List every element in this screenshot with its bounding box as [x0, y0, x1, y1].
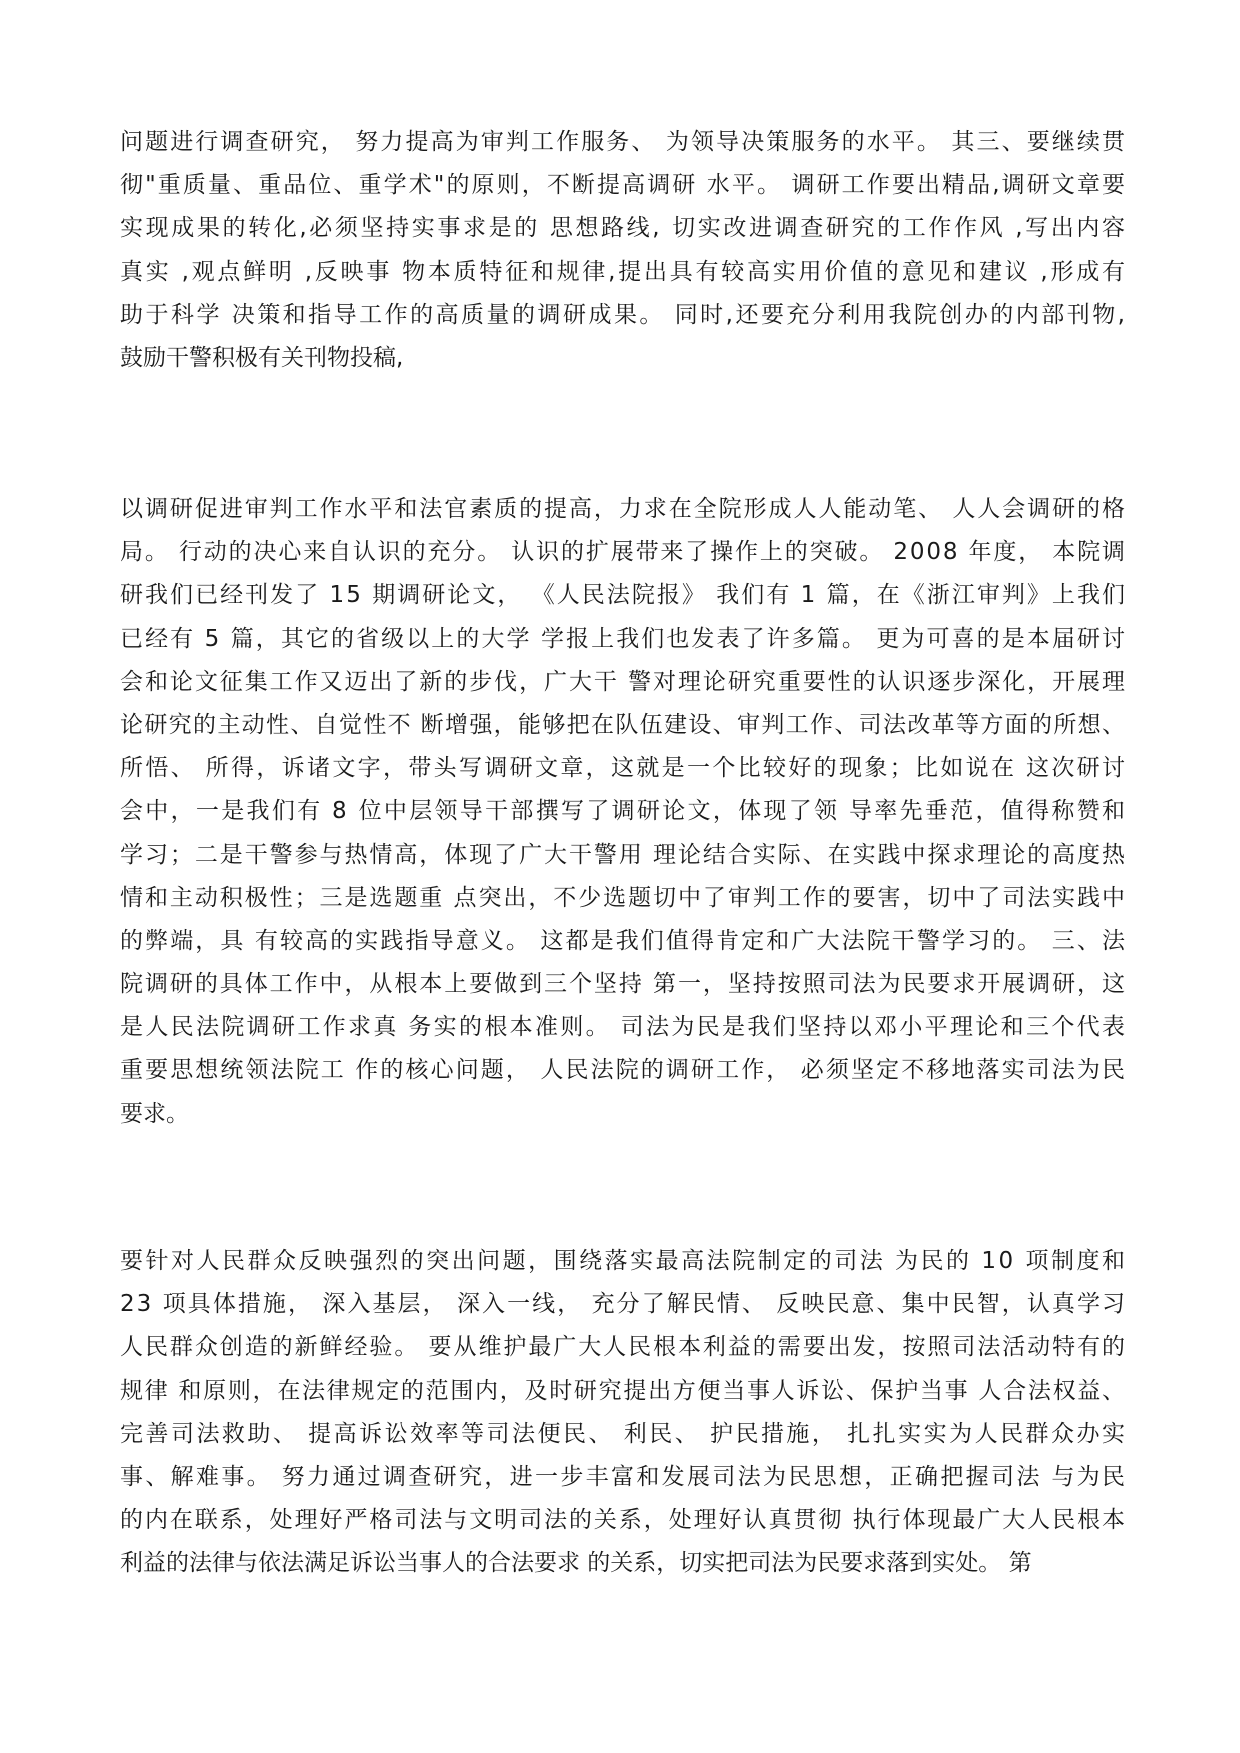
text-line: 局。 行动的决心来自认识的充分。 认识的扩展带来了操作上的突破。 2008 年度， 本院调	[120, 539, 1127, 566]
text-line: 是人民法院调研工作求真 务实的根本准则。 司法为民是我们坚持以邓小平理论和三个代表	[120, 1014, 1128, 1041]
text-line: 利益的法律与依法满足诉讼当事人的合法要求 的关系，切实把司法为民要求落到实处。 第	[120, 1550, 1032, 1577]
paragraph	[120, 488, 1128, 1136]
text-line: 实现成果的转化,必须坚持实事求是的 思想路线, 切实改进调查研究的工作作风 ,写出内容	[120, 215, 1128, 242]
text-line: 以调研促进审判工作水平和法官素质的提高，力求在全院形成人人能动笔、 人人会调研的格	[120, 496, 1127, 522]
text-line: 的弊端，具 有较高的实践指导意义。 这都是我们值得肯定和广大法院干警学习的。 三、法	[120, 927, 1128, 954]
paragraph	[120, 1240, 1128, 1586]
text-line: 真实 ,观点鲜明 ,反映事 物本质特征和规律,提出具有较高实用价值的意见和建议 ,形成有	[120, 258, 1128, 285]
text-line: 的内在联系，处理好严格司法与文明司法的关系，处理好认真贯彻 执行体现最广大人民根本	[120, 1507, 1127, 1534]
text-line: 会中，一是我们有 8 位中层领导干部撰写了调研论文，体现了领 导率先垂范，值得称赞和	[120, 798, 1128, 825]
text-line: 要求。	[120, 1100, 189, 1127]
text-line: 学习；二是干警参与热情高，体现了广大干警用 理论结合实际、在实践中探求理论的高度热	[120, 841, 1127, 868]
text-line: 已经有 5 篇，其它的省级以上的大学 学报上我们也发表了许多篇。 更为可喜的是本届研讨	[120, 625, 1128, 652]
text-line: 研我们已经刊发了 15 期调研论文， 《人民法院报》 我们有 1 篇，在《浙江审判》上我们	[120, 582, 1128, 609]
text-line: 所悟、 所得，诉诸文字，带头写调研文章，这就是一个比较好的现象；比如说在 这次研讨	[120, 755, 1128, 782]
text-line: 院调研的具体工作中，从根本上要做到三个坚持 第一，坚持按照司法为民要求开展调研，这	[120, 971, 1127, 998]
text-line: 论研究的主动性、自觉性不 断增强，能够把在队伍建设、审判工作、司法改革等方面的所想、	[120, 711, 1127, 738]
text-line: 问题进行调查研究， 努力提高为审判工作服务、 为领导决策服务的水平。 其三、要继续贯	[120, 129, 1128, 155]
text-line: 重要思想统领法院工 作的核心问题， 人民法院的调研工作， 必须坚定不移地落实司法为民	[120, 1057, 1128, 1084]
text-line: 情和主动积极性；三是选题重 点突出，不少选题切中了审判工作的要害，切中了司法实践中	[120, 884, 1127, 911]
text-line: 规律 和原则，在法律规定的范围内，及时研究提出方便当事人诉讼、保护当事 人合法权益、	[120, 1377, 1127, 1404]
text-line: 鼓励干警积极有关刊物投稿,	[120, 344, 404, 371]
text-line: 助于科学 决策和指导工作的高质量的调研成果。 同时,还要充分利用我院创办的内部刊物,	[120, 301, 1128, 328]
text-line: 完善司法救助、 提高诉讼效率等司法便民、 利民、 护民措施， 扎扎实实为人民群众办实	[120, 1420, 1128, 1447]
text-line: 会和论文征集工作又迈出了新的步伐，广大干 警对理论研究重要性的认识逐步深化，开展理	[120, 668, 1127, 695]
text-line: 人民群众创造的新鲜经验。 要从维护最广大人民根本利益的需要出发，按照司法活动特有的	[120, 1334, 1127, 1361]
text-line: 彻"重质量、重品位、重学术"的原则，不断提高调研 水平。 调研工作要出精品,调研文章要	[120, 172, 1128, 199]
paragraph	[120, 121, 1128, 380]
text-line: 23 项具体措施， 深入基层， 深入一线， 充分了解民情、 反映民意、集中民智，认真学习	[120, 1291, 1128, 1318]
text-line: 事、解难事。 努力通过调查研究，进一步丰富和发展司法为民思想，正确把握司法 与为民	[120, 1463, 1128, 1490]
text-line: 要针对人民群众反映强烈的突出问题，围绕落实最高法院制定的司法 为民的 10 项制度和	[120, 1248, 1128, 1274]
